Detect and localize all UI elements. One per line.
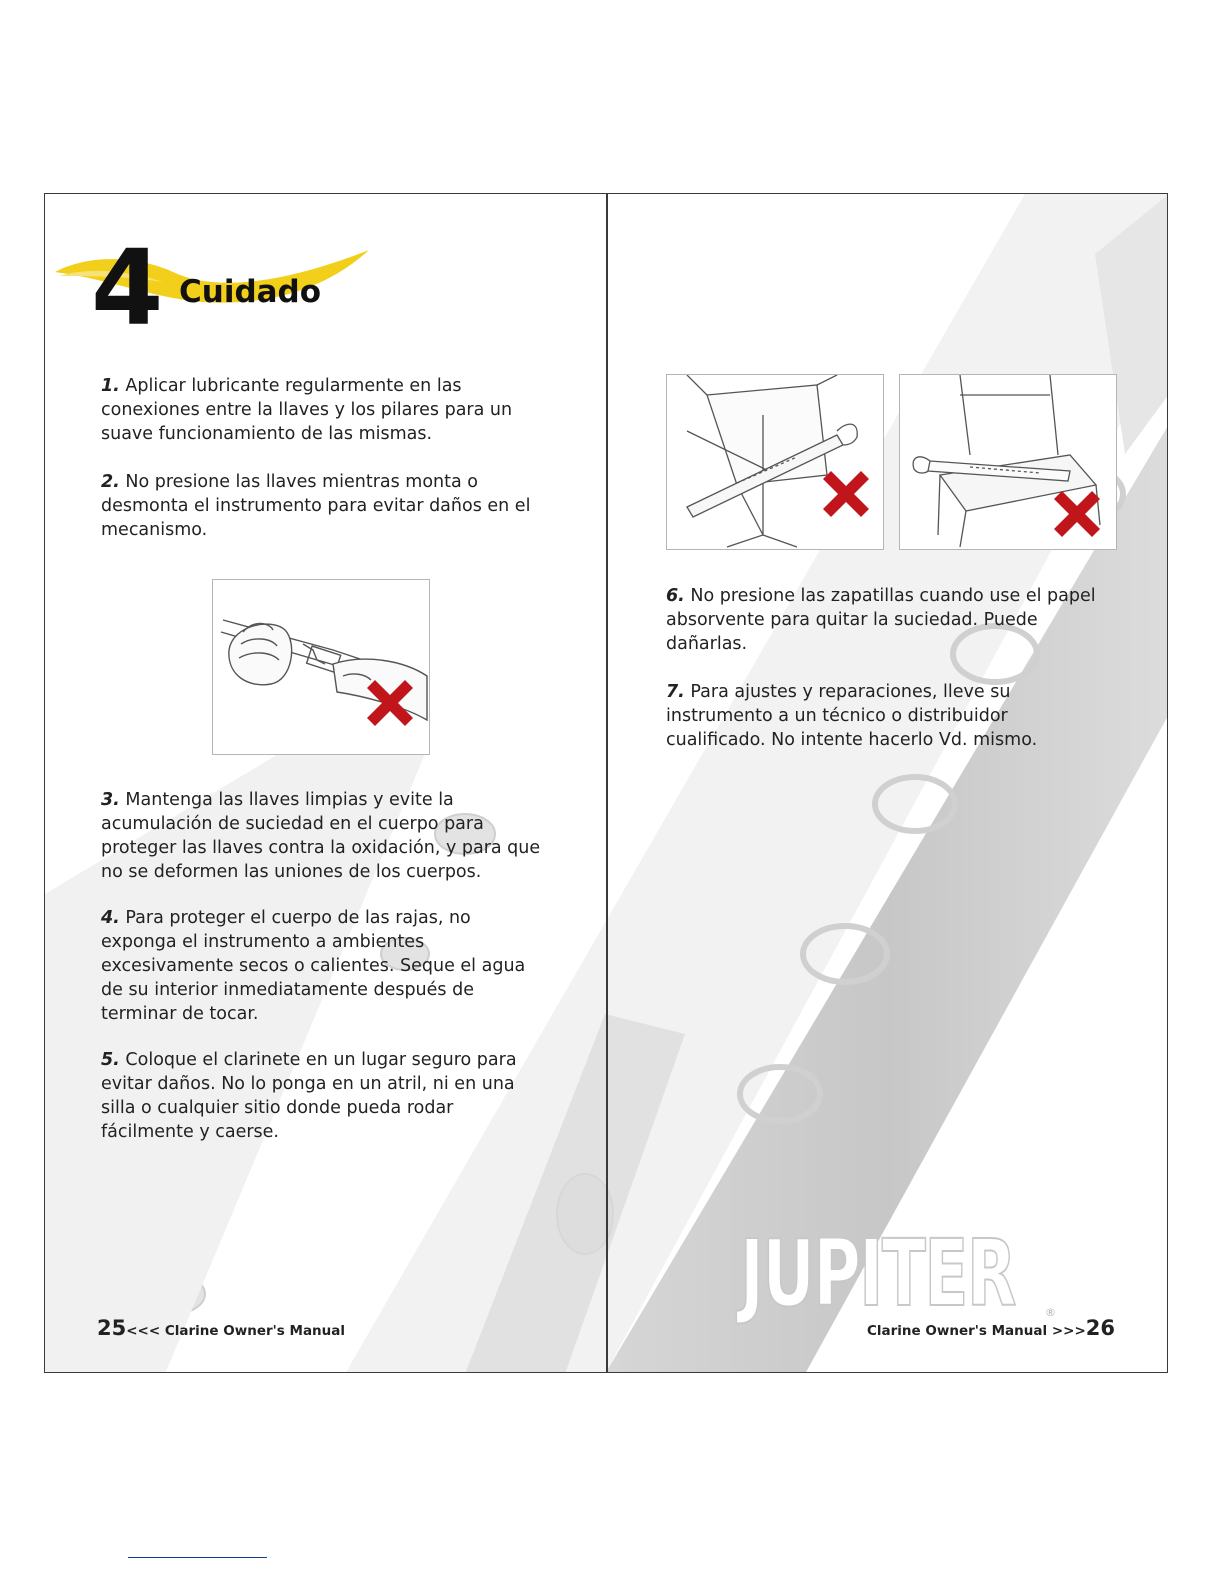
chapter-header (53, 214, 383, 354)
list-item: 7. Para ajustes y reparaciones, lleve su instrumento a un técnico o distribuidor cualificado. No intente hacerlo Vd. mismo. (666, 682, 1038, 750)
footer-title: Clarine Owner's Manual >>> (866, 1323, 1086, 1339)
list-item: 4. Para proteger el cuerpo de las rajas, no exponga el instrumento a ambientes excesivamente secos o calientes. Seque el agua de su interior inmediatamente después de terminar de tocar. (101, 908, 526, 1024)
manual-spread (44, 193, 1168, 1373)
list-item: 2. No presione las llaves mientras monta o desmonta el instrumento para evitar daños en el mecanismo. (101, 472, 531, 540)
list-item: 1. Aplicar lubricante regularmente en las conexiones entre la llaves y los pilares para un suave funcionamiento de las mismas. (101, 376, 513, 444)
chapter-number: 4 (91, 227, 160, 349)
page-number: 25 (97, 1316, 127, 1340)
jupiter-logo: JUPITER (740, 1220, 1016, 1327)
footer-right (867, 1316, 1115, 1340)
chapter-title: Cuidado (179, 274, 322, 310)
page-number: 26 (1085, 1316, 1115, 1340)
figure-clarinet-on-music-stand (666, 374, 884, 550)
list-item: 6. No presione las zapatillas cuando use el papel absorvente para quitar la suciedad. Puede dañarlas. (666, 586, 1096, 654)
x-mark-icon (361, 674, 419, 732)
list-item: 5. Coloque el clarinete en un lugar seguro para evitar daños. No lo ponga en un atril, ni en una silla o cualquier sitio donde pueda rodar fácilmente y caerse. (101, 1050, 517, 1142)
footnote-rule (128, 1557, 267, 1558)
footer-title: <<< Clarine Owner's Manual (126, 1323, 346, 1339)
page-divider (606, 194, 608, 1373)
x-mark-icon (817, 465, 875, 523)
figure-clarinet-on-chair (899, 374, 1117, 550)
figure-hands-assembly (212, 579, 430, 755)
footer-left (97, 1316, 345, 1340)
x-mark-icon (1048, 485, 1106, 543)
registered-mark: ® (1045, 1306, 1056, 1319)
list-item: 3. Mantenga las llaves limpias y evite la acumulación de suciedad en el cuerpo para proteger las llaves contra la oxidación, y para que no se deformen las uniones de los cuerpos. (101, 790, 541, 882)
